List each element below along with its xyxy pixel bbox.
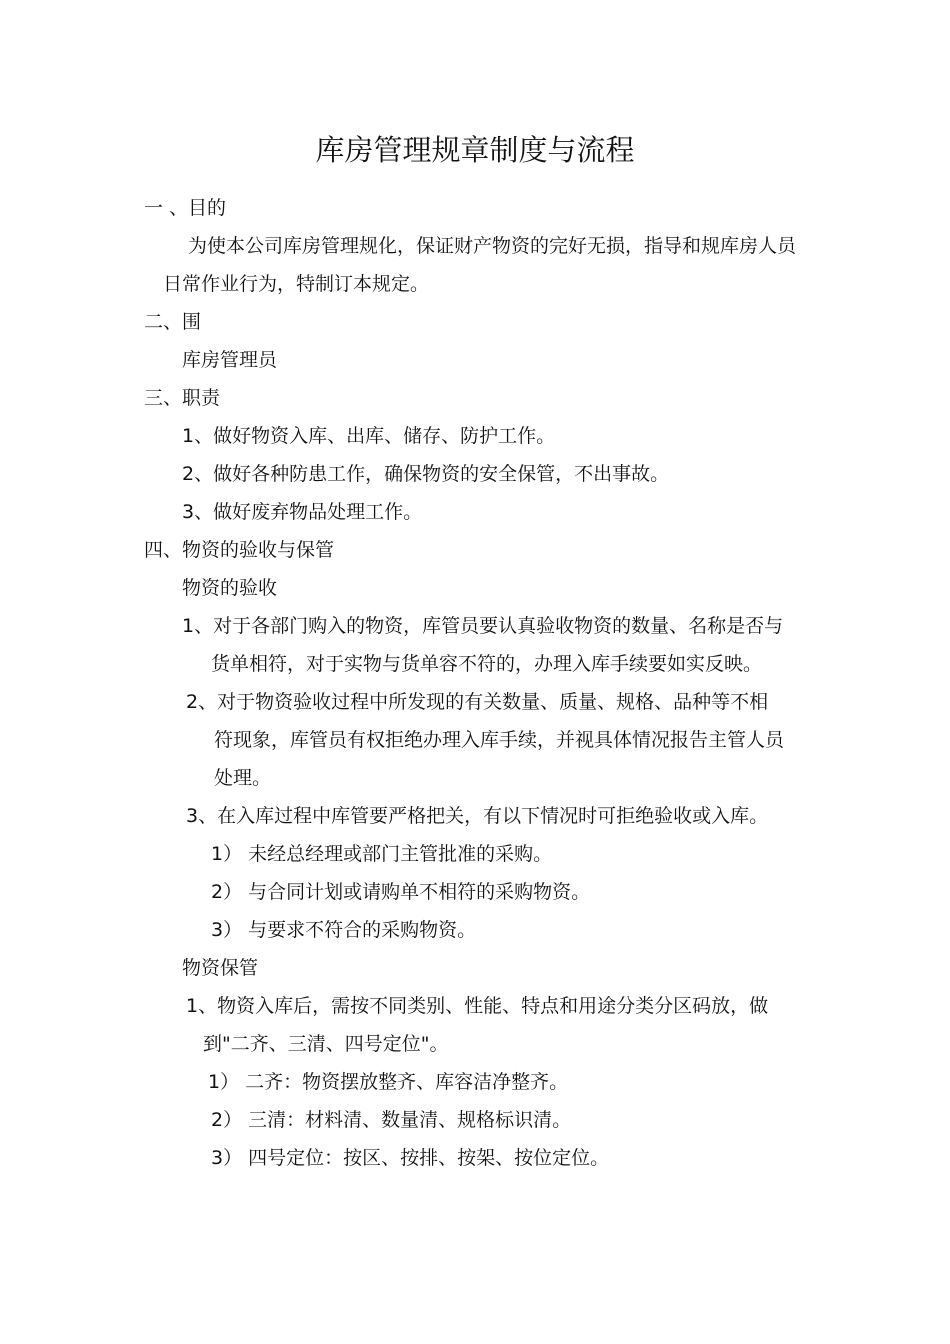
inspection-item-line: 2、对于物资验收过程中所发现的有关数量、质量、规格、品种等不相	[186, 691, 769, 713]
storage-subitem: 1） 二齐：物资摆放整齐、库容洁净整齐。	[208, 1071, 569, 1093]
inspection-item-line: 处理。	[214, 767, 272, 789]
section-3-heading: 三、职责	[144, 387, 221, 409]
storage-subitem: 2） 三清：材料清、数量清、规格标识清。	[211, 1109, 572, 1131]
section-2-body: 库房管理员	[182, 349, 278, 371]
inspection-item-line: 1、对于各部门购入的物资，库管员要认真验收物资的数量、名称是否与	[182, 615, 784, 637]
section-3-list-item: 1、做好物资入库、出库、储存、防护工作。	[182, 425, 556, 447]
section-1-paragraph-line: 日常作业行为，特制订本规定。	[163, 273, 430, 295]
inspection-item-line: 3、在入库过程中库管要严格把关，有以下情况时可拒绝验收或入库。	[186, 805, 769, 827]
inspection-item-line: 符现象，库管员有权拒绝办理入库手续，并视具体情况报告主管人员	[214, 729, 785, 751]
section-1-heading: 一 、目的	[144, 197, 227, 219]
storage-item-line: 1、物资入库后，需按不同类别、性能、特点和用途分类分区码放，做	[186, 995, 769, 1017]
section-4-heading: 四、物资的验收与保管	[144, 539, 335, 561]
section-4-subheading-inspection: 物资的验收	[182, 577, 278, 599]
inspection-subitem: 2） 与合同计划或请购单不相符的采购物资。	[211, 881, 591, 903]
document-title: 库房管理规章制度与流程	[315, 133, 635, 167]
section-1-paragraph-line: 为使本公司库房管理规化，保证财产物资的完好无损，指导和规库房人员	[188, 235, 797, 257]
inspection-item-line: 货单相符，对于实物与货单容不符的，办理入库手续要如实反映。	[211, 653, 763, 675]
inspection-subitem: 3） 与要求不符合的采购物资。	[211, 919, 477, 941]
section-2-heading: 二、围	[144, 311, 202, 333]
storage-subitem: 3） 四号定位：按区、按排、按架、按位定位。	[211, 1147, 610, 1169]
inspection-subitem: 1） 未经总经理或部门主管批准的采购。	[211, 843, 553, 865]
storage-item-line: 到"二齐、三清、四号定位"。	[203, 1033, 449, 1055]
section-3-list-item: 2、做好各种防患工作，确保物资的安全保管，不出事故。	[182, 463, 670, 485]
section-3-list-item: 3、做好废弃物品处理工作。	[182, 501, 423, 523]
section-4-subheading-storage: 物资保管	[182, 957, 259, 979]
